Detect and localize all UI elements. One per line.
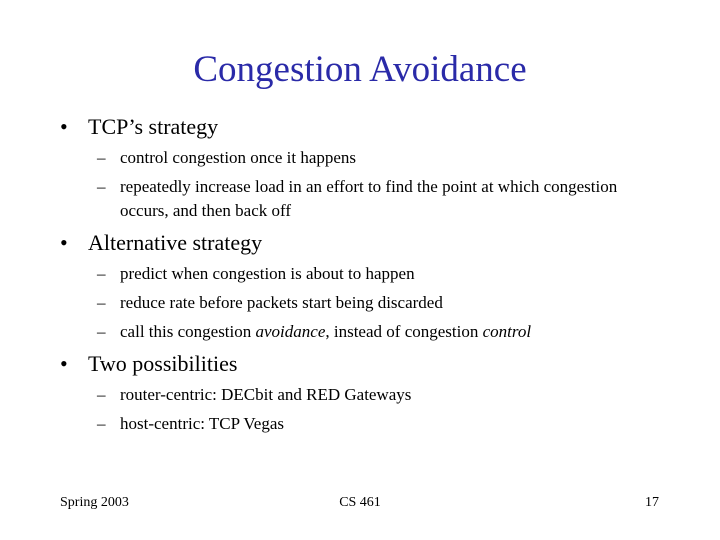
sub-item [97,383,620,407]
sub-item-text: router-centric: DECbit and RED Gateways [120,385,412,404]
sub-marker: – [97,148,106,167]
bullet-two-possibilities [60,351,237,377]
bullet-text: Two possibilities [88,351,238,376]
bullet-alternative-strategy [60,230,262,256]
sub-item-text: reduce rate before packets start being discarded [120,293,443,312]
emphasis-control: control [482,322,532,341]
sub-item [97,291,620,315]
sub-item [97,412,620,436]
sub-item [97,320,620,344]
emphasis-avoidance: avoidance [255,322,326,341]
sub-item [97,146,620,170]
bullet-marker: • [60,114,68,139]
sub-item-text: control congestion once it happens [120,148,357,167]
sub-marker: – [97,414,106,433]
sub-item-text: predict when congestion is about to happen [120,264,415,283]
sub-item-text: host-centric: TCP Vegas [120,414,284,433]
sub-item [97,262,620,286]
sub-item-text: repeatedly increase load in an effort to find the point at which congestion occurs, and then back off [120,177,618,220]
bullet-marker: • [60,230,68,255]
sub-item-middle: , instead of congestion [325,322,483,341]
footer-course: CS 461 [339,495,381,510]
sub-item-text [120,320,620,344]
sub-marker: – [97,293,106,312]
slide-title: Congestion Avoidance [193,49,527,90]
sub-item-prefix: call this congestion [120,322,256,341]
sub-marker: – [97,322,106,341]
sub-marker: – [97,177,106,196]
sub-marker: – [97,385,106,404]
bullet-text: Alternative strategy [88,230,263,255]
bullet-marker: • [60,351,68,376]
bullet-tcp-strategy [60,114,218,140]
footer-page-number: 17 [645,495,659,510]
footer-date: Spring 2003 [60,495,129,510]
bullet-text: TCP’s strategy [88,114,219,139]
sub-item [97,175,620,223]
sub-marker: – [97,264,106,283]
